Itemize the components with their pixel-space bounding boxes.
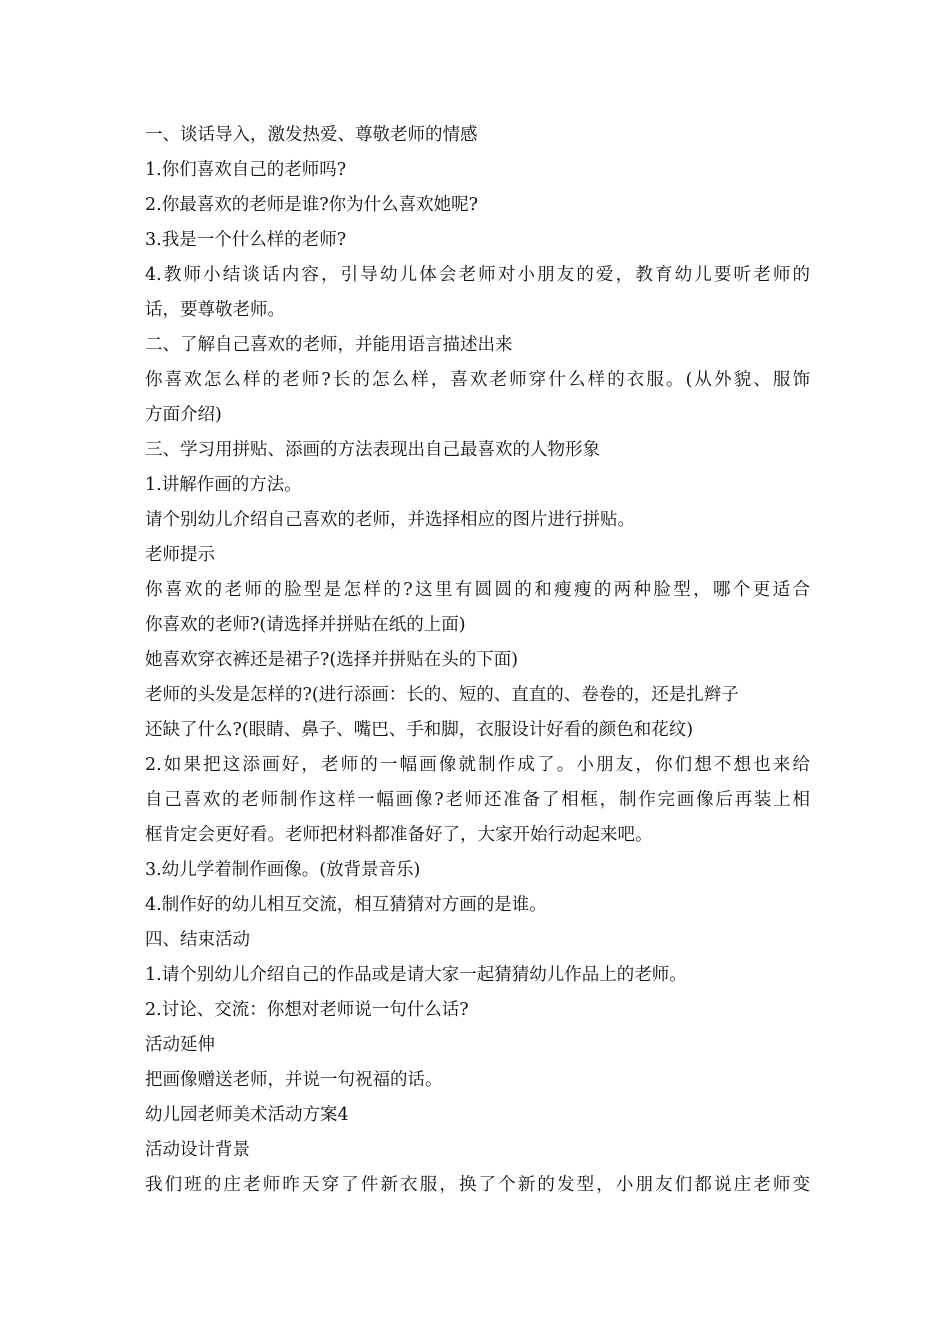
text-line: 还缺了什么?(眼睛、鼻子、嘴巴、手和脚，衣服设计好看的颜色和花纹) [145,720,694,740]
text-line: 2.如果把这添画好，老师的一幅画像就制作成了。小朋友，你们想不想也来给 [145,755,810,775]
text-line: 2.讨论、交流：你想对老师说一句什么话? [145,1000,469,1020]
text-line: 请个别幼儿介绍自己喜欢的老师，并选择相应的图片进行拼贴。 [145,510,635,530]
text-line: 活动设计背景 [145,1140,250,1160]
text-line: 3.幼儿学着制作画像。(放背景音乐) [145,860,421,880]
text-line: 方面介绍) [145,405,222,425]
text-line: 2.你最喜欢的老师是谁?你为什么喜欢她呢? [145,195,478,215]
text-line: 4.制作好的幼儿相互交流，相互猜猜对方画的是谁。 [145,895,547,915]
text-line: 老师提示 [145,545,215,565]
text-line: 1.你们喜欢自己的老师吗? [145,160,347,180]
text-line: 四、结束活动 [145,930,250,950]
text-line: 二、了解自己喜欢的老师，并能用语言描述出来 [145,335,513,355]
text-line: 你喜欢的老师?(请选择并拼贴在纸的上面) [145,615,466,635]
text-line: 话，要尊敬老师。 [145,300,285,320]
text-line: 你喜欢的老师的脸型是怎样的?这里有圆圆的和瘦瘦的两种脸型，哪个更适合 [145,580,810,600]
text-line: 1.请个别幼儿介绍自己的作品或是请大家一起猜猜幼儿作品上的老师。 [145,965,687,985]
text-line: 你喜欢怎么样的老师?长的怎么样，喜欢老师穿什么样的衣服。(从外貌、服饰 [145,370,810,390]
text-line: 自己喜欢的老师制作这样一幅画像?老师还准备了相框，制作完画像后再装上相 [145,790,810,810]
text-line: 幼儿园老师美术活动方案4 [145,1105,349,1125]
text-line: 4.教师小结谈话内容，引导幼儿体会老师对小朋友的爱，教育幼儿要听老师的 [145,265,810,285]
text-line: 活动延伸 [145,1035,215,1055]
text-line: 3.我是一个什么样的老师? [145,230,347,250]
text-line: 我们班的庄老师昨天穿了件新衣服，换了个新的发型，小朋友们都说庄老师变 [145,1175,810,1195]
text-line: 老师的头发是怎样的?(进行添画：长的、短的、直直的、卷卷的，还是扎辫子 [145,685,739,705]
text-line: 1.讲解作画的方法。 [145,475,302,495]
text-line: 框肯定会更好看。老师把材料都准备好了，大家开始行动起来吧。 [145,825,653,845]
text-line: 她喜欢穿衣裤还是裙子?(选择并拼贴在头的下面) [145,650,519,670]
text-line: 三、学习用拼贴、添画的方法表现出自己最喜欢的人物形象 [145,440,600,460]
document-body [145,118,810,1203]
text-line: 一、谈话导入，激发热爱、尊敬老师的情感 [145,125,478,145]
text-line: 把画像赠送老师，并说一句祝福的话。 [145,1070,443,1090]
